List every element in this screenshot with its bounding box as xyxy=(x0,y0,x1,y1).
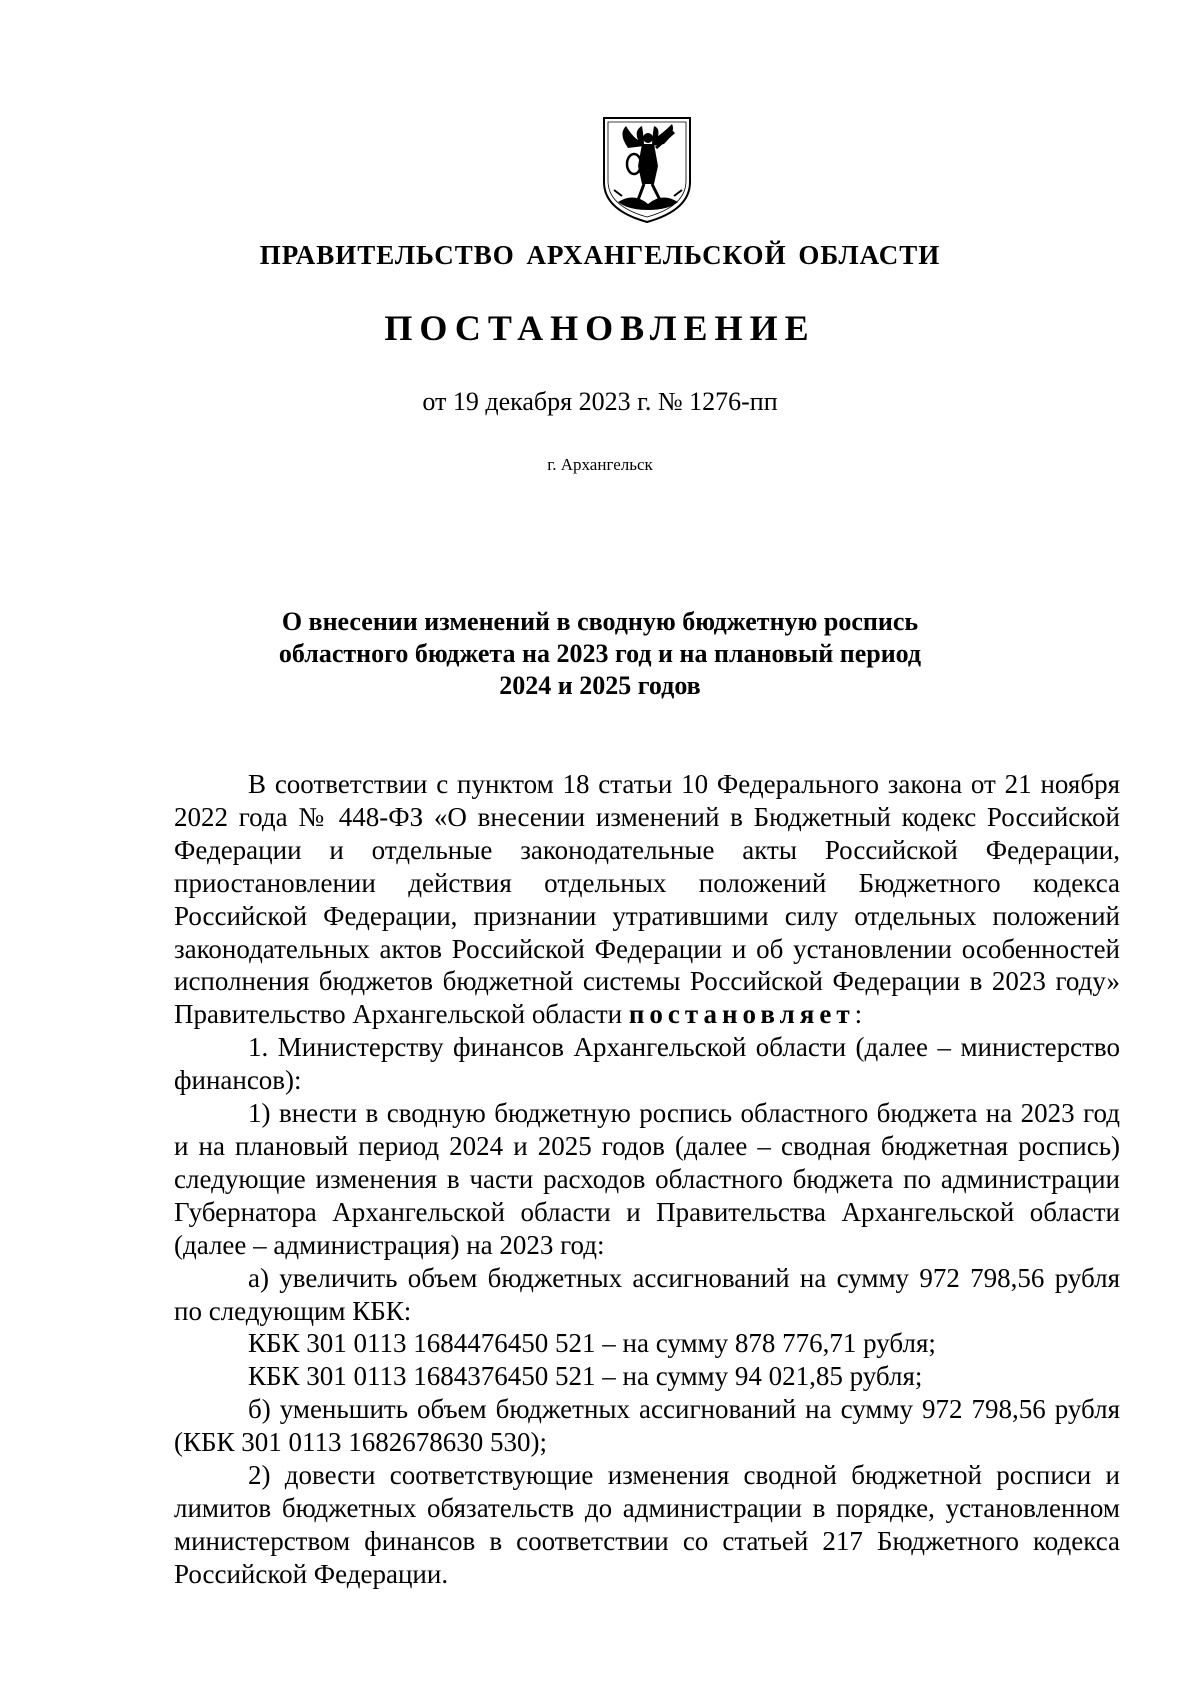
document-title xyxy=(0,606,1200,702)
document-title-line: О внесении изменений в сводную бюджетную роспись xyxy=(281,607,919,636)
document-title-line: 2024 и 2025 годов xyxy=(499,671,701,700)
document-city: г. Архангельск xyxy=(547,455,653,474)
clause-paragraph: 1) внести в сводную бюджетную роспись областного бюджета на 2023 год и на плановый период 2024 и 2025 годов (далее – сводная бюджетная роспись) следующие изменения в части расходов областного бюджета по администрации Губернатора Архангельской области и Правительства Архангельской области (далее – администрация) на 2023 год: xyxy=(174,1098,1120,1260)
organization-name: ПРАВИТЕЛЬСТВО АРХАНГЕЛЬСКОЙ ОБЛАСТИ xyxy=(259,240,941,270)
document-type: ПОСТАНОВЛЕНИЕ xyxy=(384,308,816,348)
clause-paragraph: 1. Министерству финансов Архангельской области (далее – министерство финансов): xyxy=(174,1032,1120,1096)
decree-colon: : xyxy=(854,999,863,1030)
kbk-line: КБК 301 0113 1684476450 521 – на сумму 878 776,71 рубля; xyxy=(248,1328,936,1359)
preamble-text: В соответствии с пунктом 18 статьи 10 Федерального закона от 21 ноября 2022 года № 448-ФЗ «О внесении изменений в Бюджетный кодекс Российской Федерации и отдельные законодательные акты Российской Федерации, приостановлении действия отдельных положений Бюджетного кодекса Российской Федерации, признании утратившими силу отдельных положений законодательных актов Российской Федерации и об установлении особенностей исполнения бюджетов бюджетной системы Российской Федерации в 2023 году» Правительство Архангельской области xyxy=(174,769,1120,1030)
decree-word: постановляет xyxy=(628,999,855,1030)
arkhangelsk-coat-of-arms-icon xyxy=(598,114,696,226)
clause-paragraph: а) увеличить объем бюджетных ассигнований на сумму 972 798,56 рубля по следующим КБК: xyxy=(174,1262,1120,1326)
clause-paragraph: 2) довести соответствующие изменения сводной бюджетной росписи и лимитов бюджетных обязательств до администрации в порядке, установленном министерством финансов в соответствии со статьей 217 Бюджетного кодекса Российской Федерации. xyxy=(174,1460,1120,1589)
document-title-line: областного бюджета на 2023 год и на плановый период xyxy=(278,639,922,668)
document-body xyxy=(174,768,1120,1591)
kbk-line: КБК 301 0113 1684376450 521 – на сумму 94 021,85 рубля; xyxy=(248,1361,923,1392)
document-date-number: от 19 декабря 2023 г. № 1276-пп xyxy=(422,387,778,416)
clause-paragraph: б) уменьшить объем бюджетных ассигнований на сумму 972 798,56 рубля (КБК 301 0113 1682678630 530); xyxy=(174,1394,1120,1458)
preamble-paragraph xyxy=(174,768,1120,1031)
